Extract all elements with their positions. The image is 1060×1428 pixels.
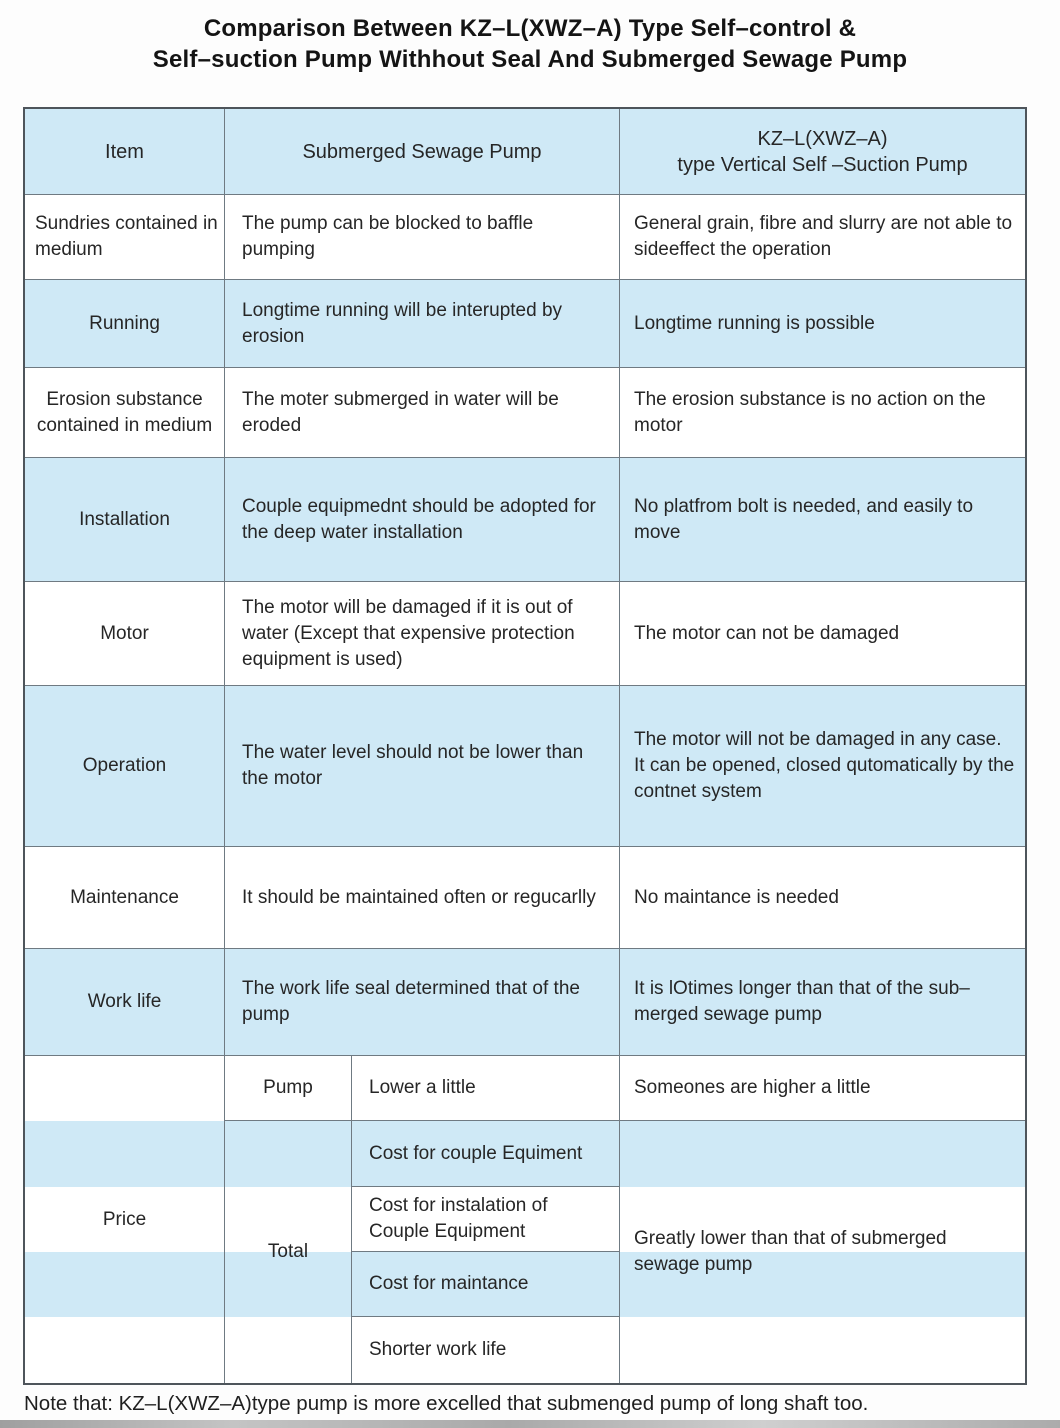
pump-label-cell: Pump xyxy=(225,1056,352,1121)
item-cell: Running xyxy=(25,280,225,367)
cost-item-cell: Cost for maintance xyxy=(352,1252,620,1317)
kzl-cell: No platfrom bolt is needed, and easily to move xyxy=(634,495,974,543)
total-label-cell: Total xyxy=(225,1121,352,1383)
total-kzl-cell: Greatly lower than that of submerged sewage pump xyxy=(634,1228,947,1275)
table-row xyxy=(25,195,1025,280)
item-cell: Erosion substance contained in medium xyxy=(25,368,225,457)
submerged-cell: It should be maintained often or regucarlly xyxy=(225,847,620,948)
kzl-cell: The motor can not be damaged xyxy=(634,622,900,644)
price-grid xyxy=(25,1056,1025,1383)
header-kzl-line-1: KZ–L(XWZ–A) xyxy=(757,127,888,150)
header-cell-item: Item xyxy=(25,109,225,194)
table-row xyxy=(25,368,1025,458)
item-cell: Operation xyxy=(25,686,225,846)
kzl-cell: General grain, fibre and slurry are not able to sideeffect the operation xyxy=(634,213,1013,260)
kzl-cell: Longtime running is possible xyxy=(634,312,875,334)
item-cell: Work life xyxy=(25,949,225,1055)
submerged-cell: The water level should not be lower than the motor xyxy=(225,686,620,846)
pump-submerged-cell: Lower a little xyxy=(352,1056,620,1121)
cost-item-cell: Shorter work life xyxy=(352,1317,620,1383)
submerged-cell: Couple equipmednt should be adopted for the deep water installation xyxy=(225,458,620,581)
table-row xyxy=(25,949,1025,1056)
cost-item-cell: Cost for couple Equiment xyxy=(352,1121,620,1187)
price-label-cell: Price xyxy=(25,1056,225,1383)
table-row xyxy=(25,847,1025,949)
submerged-cell: The pump can be blocked to baffle pumping xyxy=(225,195,620,279)
price-section xyxy=(25,1056,1025,1383)
pump-kzl-cell: Someones are higher a little xyxy=(620,1056,1025,1121)
title-line-2: Self–suction Pump Withhout Seal And Submerged Sewage Pump xyxy=(152,46,908,73)
header-kzl-lines xyxy=(677,126,967,178)
kzl-cell: The erosion substance is no action on the motor xyxy=(634,388,986,436)
item-cell: Maintenance xyxy=(25,847,225,948)
submerged-cell: Longtime running will be interupted by erosion xyxy=(225,280,620,367)
item-cell: Sundries contained in medium xyxy=(25,195,225,279)
comparison-table xyxy=(23,107,1027,1385)
note-text: Note that: KZ–L(XWZ–A)type pump is more excelled that submenged pump of long shaft too. xyxy=(24,1392,869,1415)
header-kzl-line-2: type Vertical Self –Suction Pump xyxy=(677,153,968,176)
item-cell: Motor xyxy=(25,582,225,685)
cost-item-cell: Cost for instalation of Couple Equipment xyxy=(352,1187,620,1252)
title-line-1: Comparison Between KZ–L(XWZ–A) Type Self–control & xyxy=(203,15,857,42)
table-row xyxy=(25,686,1025,847)
item-cell: Installation xyxy=(25,458,225,581)
kzl-cell: It is lOtimes longer than that of the sub–merged sewage pump xyxy=(634,978,970,1025)
header-row xyxy=(25,109,1025,195)
page-title xyxy=(0,0,1060,75)
table-row xyxy=(25,582,1025,686)
table-row xyxy=(25,458,1025,582)
header-cell-submerged: Submerged Sewage Pump xyxy=(225,109,620,194)
bottom-scan-bar xyxy=(0,1420,1060,1428)
kzl-cell: The motor will not be damaged in any case. It can be opened, closed qutomatically by the contnet system xyxy=(634,729,1015,802)
kzl-cell: No maintance is needed xyxy=(634,886,839,908)
submerged-cell: The moter submerged in water will be eroded xyxy=(225,368,620,457)
submerged-cell: The work life seal determined that of the pump xyxy=(225,949,620,1055)
submerged-cell: The motor will be damaged if it is out of water (Except that expensive protection equipment is used) xyxy=(225,582,620,685)
header-cell-kzl xyxy=(620,109,1025,194)
table-row xyxy=(25,280,1025,368)
